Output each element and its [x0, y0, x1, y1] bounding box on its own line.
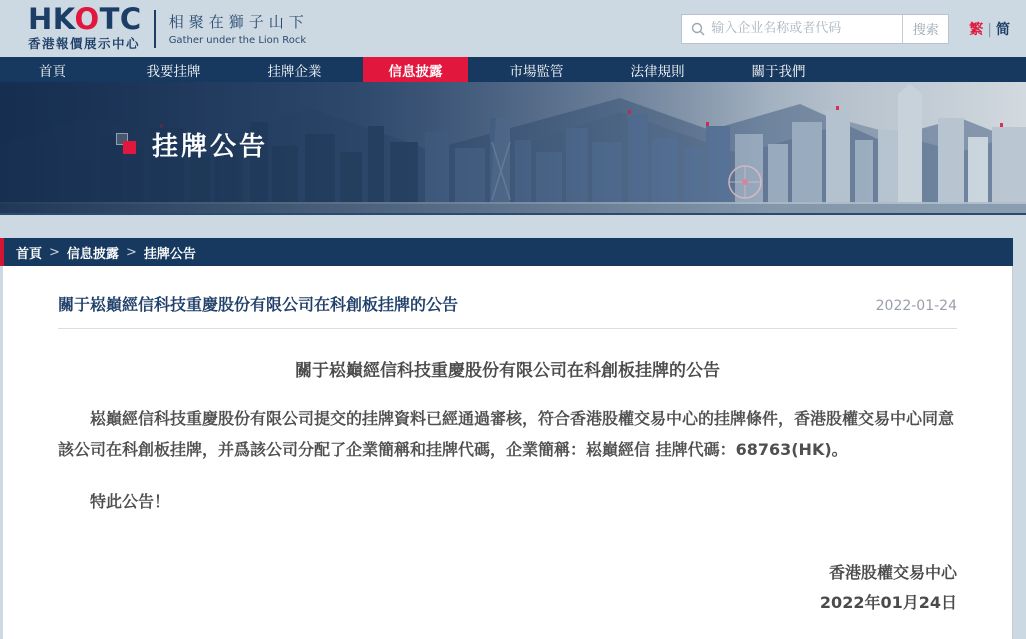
nav-item-market-regulation[interactable]: 市場監管	[509, 63, 564, 80]
nav-item-home[interactable]: 首頁	[39, 63, 66, 80]
site-logo[interactable]	[28, 2, 142, 52]
nav-item-disclosure[interactable]: 信息披露	[363, 57, 468, 82]
logo-divider	[154, 10, 156, 48]
logo-text	[28, 2, 142, 36]
search-box	[681, 14, 949, 44]
breadcrumb-disclosure[interactable]: 信息披露	[66, 246, 119, 262]
signature-date: 2022年01月24日	[819, 593, 957, 612]
header-right	[681, 14, 1026, 44]
article-header-row	[58, 292, 957, 329]
nav-item-legal-rules[interactable]: 法律規則	[630, 63, 685, 80]
announcement-squares-icon	[116, 133, 140, 157]
breadcrumb	[0, 238, 1013, 266]
breadcrumb-separator: >	[49, 244, 60, 260]
nav-item-listed-companies[interactable]: 挂牌企業	[267, 63, 322, 80]
breadcrumb-home[interactable]: 首頁	[16, 246, 43, 262]
logo-subtitle: 香港報價展示中心	[28, 36, 141, 51]
signature-block	[58, 558, 957, 618]
slogan-english: Gather under the Lion Rock	[168, 35, 307, 46]
nav-item-apply-listing[interactable]: 我要挂牌	[146, 63, 201, 80]
lang-separator: |	[987, 21, 992, 38]
language-switcher	[969, 19, 1010, 39]
banner-title-block	[116, 126, 268, 163]
breadcrumb-listing-announcements[interactable]: 挂牌公告	[143, 246, 196, 262]
article-closing: 特此公告！	[90, 492, 171, 511]
site-header	[0, 0, 1026, 57]
logo-tc: TC	[99, 2, 142, 36]
search-button[interactable]: 搜索	[902, 15, 948, 43]
logo-o: O	[74, 2, 100, 36]
search-input[interactable]	[711, 21, 902, 36]
page-banner	[0, 82, 1026, 215]
logo-hk: HK	[28, 2, 75, 36]
article-title-link[interactable]: 關于崧巔經信科技重慶股份有限公司在科創板挂牌的公告	[58, 295, 459, 314]
slogan-chinese: 相聚在獅子山下	[168, 13, 309, 31]
main-content	[3, 266, 1013, 639]
breadcrumb-separator: >	[125, 244, 137, 260]
article-body-paragraph: 崧巔經信科技重慶股份有限公司提交的挂牌資料已經通過審核，符合香港股權交易中心的挂牌條件，香港股權交易中心同意該公司在科創板挂牌，并爲該公司分配了企業簡稱和挂牌代碼，企業簡稱：崧巔經信 挂牌代碼：68763(HK)。	[58, 409, 955, 459]
signature-name: 香港股權交易中心	[828, 563, 957, 582]
site-slogan	[169, 11, 309, 46]
lang-traditional-link[interactable]: 繁	[969, 21, 984, 38]
banner-title: 挂牌公告	[152, 132, 269, 162]
article-date: 2022-01-24	[875, 298, 957, 314]
search-icon	[690, 21, 706, 37]
main-nav	[0, 57, 1026, 82]
lang-simplified-link[interactable]: 简	[996, 21, 1010, 38]
nav-item-about-us[interactable]: 關于我們	[751, 63, 806, 80]
article-heading: 關于崧巔經信科技重慶股份有限公司在科創板挂牌的公告	[295, 361, 720, 381]
